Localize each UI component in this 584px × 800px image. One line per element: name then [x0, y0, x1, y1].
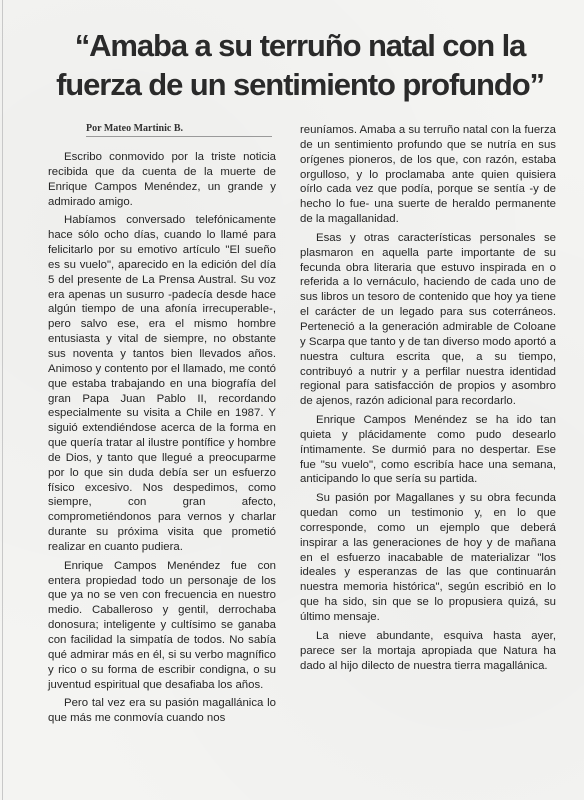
paragraph: Pero tal vez era su pasión magallánica lo que más me conmovía cuando nos: [48, 697, 276, 725]
paragraph-continued: reuníamos. Amaba a su terruño natal con la fuerza de un sentimiento profundo que se nutría en sus orígenes pioneros, de los que, con razón, estaba orgulloso, y lo proclamaba ante quien quisiera oírlo cada vez que podía, porque se sentía -y de hecho lo fue- una suerte de heraldo permanente de la magallanidad.: [300, 124, 556, 226]
headline-line-1: “Amaba a su terruño natal con la: [74, 28, 526, 63]
article-column-2: [300, 123, 556, 673]
left-margin-rule: [2, 0, 3, 800]
byline-rule: [86, 136, 272, 137]
headline-line-2: fuerza de un sentimiento profundo”: [56, 67, 544, 102]
article-column-1: [48, 150, 276, 726]
paragraph: Enrique Campos Menéndez fue con entera propiedad todo un personaje de los que ya no se ven con frecuencia en nuestro medio. Caballeroso y gentil, derrochaba donosura; inteligente y cultísimo se ganaba con facilidad la simpatía de todos. No sabía qué admirar más en él, si su verbo magnífico y rico o su forma de escribir condigna, o su juventud espiritual que desafiaba los años.: [48, 559, 276, 691]
article-byline: Por Mateo Martinic B.: [86, 123, 184, 134]
paragraph: Enrique Campos Menéndez se ha ido tan quieta y plácidamente como pudo desearlo íntimamente. Se durmió para no despertar. Ese fue "su vuelo", como escribía hace una semana, anticipando lo que sería su partida.: [300, 414, 556, 486]
paragraph: Escribo conmovido por la triste noticia recibida que da cuenta de la muerte de Enrique Campos Menéndez, un grande y admirado amigo.: [48, 151, 276, 208]
article-headline: [30, 26, 570, 104]
paragraph: Esas y otras características personales se plasmaron en aquella parte importante de su fecunda obra literaria que estuvo inspirada en o referida a lo vernáculo, haciendo de cada uno de sus libros un tesoro de contenido que hoy ya tiene el carácter de un legado para sus coterráneos. Perteneció a la generación admirable de Coloane y Scarpa que tanto y de tan diverso modo aportó a nuestra cultura escrita que, a su tiempo, contribuyó a nutrir y a perfilar nuestra identidad regional para satisfacción de propios y asombro de ajenos, razón adicional para recordarlo.: [300, 231, 556, 408]
paragraph: La nieve abundante, esquiva hasta ayer, parece ser la mortaja apropiada que Natura ha dado al hijo dilecto de nuestra tierra magallánica.: [300, 629, 556, 672]
paragraph: Su pasión por Magallanes y su obra fecunda quedan como un testimonio y, en lo que corresponde, como un ejemplo que deberá inspirar a las generaciones de hoy y de mañana en el esfuerzo inacabable de materializar "los ideales y esperanzas de las que continuarán nuestra memoria histórica", según escribió en lo que ha sido, sin que se lo propusiera quizá, su último mensaje.: [300, 492, 556, 623]
paragraph: Habíamos conversado telefónicamente hace sólo ocho días, cuando lo llamé para felicitarlo por su emotivo artículo "El sueño es su vuelo", aparecido en la edición del día 5 del presente de La Prensa Austral. Su voz era apenas un susurro -padecía desde hace algún tiempo de una afonía irrecuperable-, pero salvo ese, era el mismo hombre entusiasta y vital de siempre, no obstante sus noventa y tantos bien llevados años. Animoso y contento por el llamado, me contó que estaba trabajando en una biografía del gran Papa Juan Pablo II, recordando especialmente su visita a Chile en 1987. Y siguió extendiéndose acerca de la forma en que quería tratar al ilustre pontífice y hombre de Dios, y tanto que llegué a preocuparme por lo que sin duda debía ser un esfuerzo físico excesivo. Nos despedimos, como siempre, con gran afecto, comprometiéndonos para vernos y charlar durante su próxima visita que prometió realizar en cuanto pudiera.: [48, 214, 276, 553]
